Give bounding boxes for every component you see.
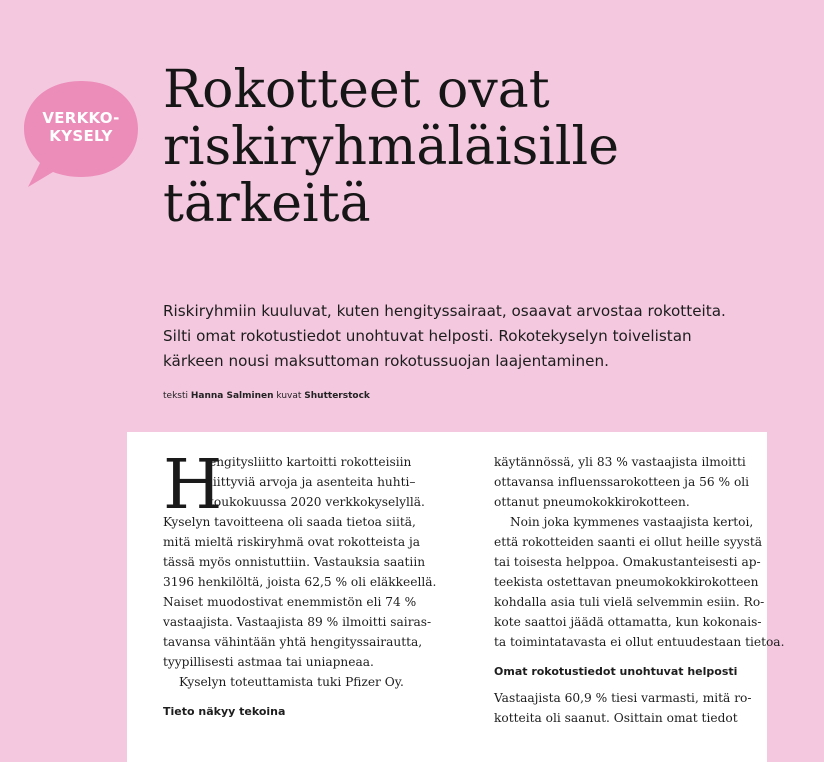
body-line: engitysliitto kartoitti rokotteisiin	[209, 455, 412, 469]
body-line: ottavansa influenssarokotteen ja 56 % oli	[494, 475, 750, 489]
byline-photo-label: kuvat	[276, 391, 302, 401]
body-line: vastaajista. Vastaajista 89 % ilmoitti sairas-	[163, 615, 432, 629]
body-line: tässä myös onnistuttiin. Vastauksia saatiin	[163, 555, 426, 569]
body-column-1	[163, 446, 473, 722]
verkkokysely-badge	[18, 77, 144, 203]
body-line: Vastaajista 60,9 % tiesi varmasti, mitä ro-	[494, 691, 752, 705]
body-line: Kyselyn tavoitteena oli saada tietoa siitä,	[163, 515, 416, 529]
body-line: että rokotteiden saanti ei ollut heille syystä	[494, 535, 763, 549]
lead-line-2: Silti omat rokotustiedot unohtuvat helposti. Rokotekyselyn toivelistan	[163, 327, 692, 345]
body-line: teekista ostettavan pneumokokkirokotteen	[494, 575, 759, 589]
section-subheading: Tieto näkyy tekoina	[163, 705, 286, 718]
body-line: mitä mieltä riskiryhmä ovat rokotteista ja	[163, 535, 421, 549]
drop-cap: H	[163, 446, 223, 525]
body-line: Kyselyn toteuttamista tuki Pfizer Oy.	[179, 675, 404, 689]
byline-author: Hanna Salminen	[190, 391, 274, 401]
byline-text-label: teksti	[163, 391, 188, 401]
byline-photographer: Shutterstock	[304, 391, 370, 401]
badge-line-2: KYSELY	[49, 127, 113, 145]
body-line: tai toisesta helppoa. Omakustanteisesti ap-	[494, 555, 761, 569]
body-line: kohdalla asia tuli vielä selvemmin esiin. Ro-	[494, 595, 765, 609]
body-line: Naiset muodostivat enemmistön eli 74 %	[163, 595, 417, 609]
section-subheading: Omat rokotustiedot unohtuvat helposti	[494, 665, 738, 678]
lead-line-3: kärkeen nousi maksuttoman rokotussuojan laajentaminen.	[163, 352, 609, 370]
body-line: ta toimintatavasta ei ollut entuudestaan tietoa.	[494, 635, 785, 649]
title-line-3: tärkeitä	[163, 174, 371, 234]
badge-line-1: VERKKO-	[42, 109, 120, 127]
lead-paragraph	[163, 299, 783, 374]
lead-line-1: Riskiryhmiin kuuluvat, kuten hengityssairaat, osaavat arvostaa rokotteita.	[163, 302, 726, 320]
body-column-2	[494, 452, 824, 728]
body-line: tavansa vähintään yhtä hengityssairautta,	[163, 635, 423, 649]
byline	[163, 391, 370, 401]
body-line: 3196 henkilöltä, joista 62,5 % oli eläkkeellä.	[163, 575, 437, 589]
body-line: ottanut pneumokokkirokotteen.	[494, 495, 690, 509]
body-line: toukokuussa 2020 verkkokyselyllä.	[209, 495, 425, 509]
body-line: kote saattoi jäädä ottamatta, kun kokonais-	[494, 615, 762, 629]
badge-label	[18, 109, 144, 145]
body-line: käytännössä, yli 83 % vastaajista ilmoitti	[494, 455, 746, 469]
body-line: Noin joka kymmenes vastaajista kertoi,	[510, 515, 754, 529]
body-line: tyypillisesti astmaa tai uniapneaa.	[163, 655, 374, 669]
article-body-panel	[127, 432, 785, 762]
body-line: liittyviä arvoja ja asenteita huhti–	[209, 475, 416, 489]
body-line: kotteita oli saanut. Osittain omat tiedot	[494, 711, 738, 725]
article-title	[163, 62, 619, 233]
title-line-1: Rokotteet ovat	[163, 60, 550, 120]
title-line-2: riskiryhmäläisille	[163, 117, 619, 177]
